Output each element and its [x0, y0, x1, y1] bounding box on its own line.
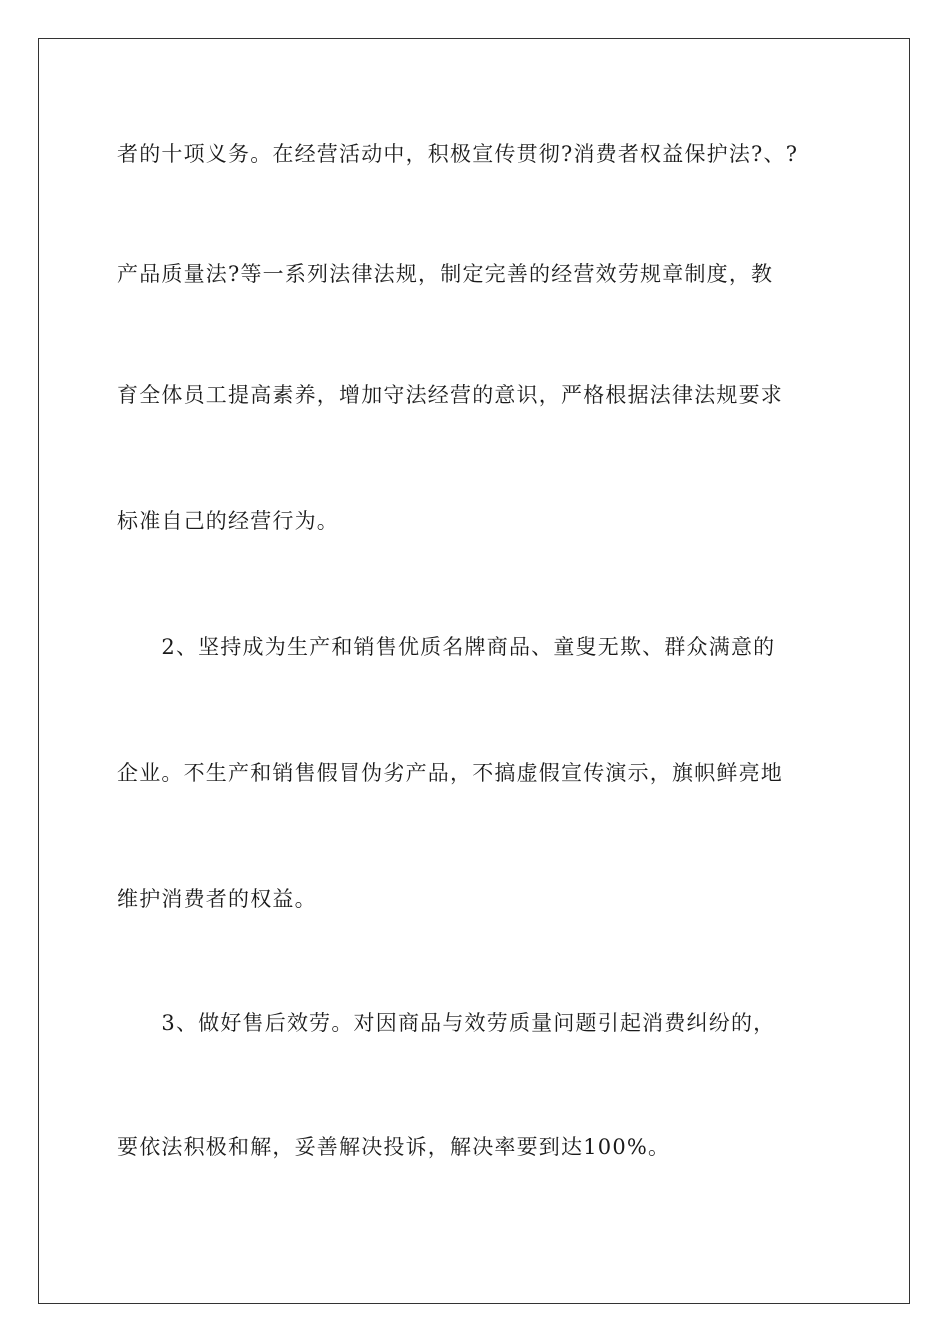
- paragraph-line: 维护消费者的权益。: [117, 887, 317, 911]
- paragraph-line: 企业。不生产和销售假冒伪劣产品，不搞虚假宣传演示，旗帜鲜亮地: [117, 761, 783, 785]
- page-frame: [38, 38, 910, 1304]
- paragraph-line: 2、坚持成为生产和销售优质名牌商品、童叟无欺、群众满意的: [117, 635, 776, 659]
- paragraph-line: 要依法积极和解，妥善解决投诉，解决率要到达100%。: [117, 1135, 671, 1159]
- paragraph-line: 3、做好售后效劳。对因商品与效劳质量问题引起消费纠纷的，: [117, 1011, 776, 1035]
- paragraph-line: 者的十项义务。在经营活动中，积极宣传贯彻?消费者权益保护法?、?: [117, 142, 799, 166]
- paragraph-line: 产品质量法?等一系列法律法规，制定完善的经营效劳规章制度，教: [117, 262, 774, 286]
- paragraph-line: 标准自己的经营行为。: [117, 509, 339, 533]
- paragraph-line: 育全体员工提高素养，增加守法经营的意识，严格根据法律法规要求: [117, 383, 783, 407]
